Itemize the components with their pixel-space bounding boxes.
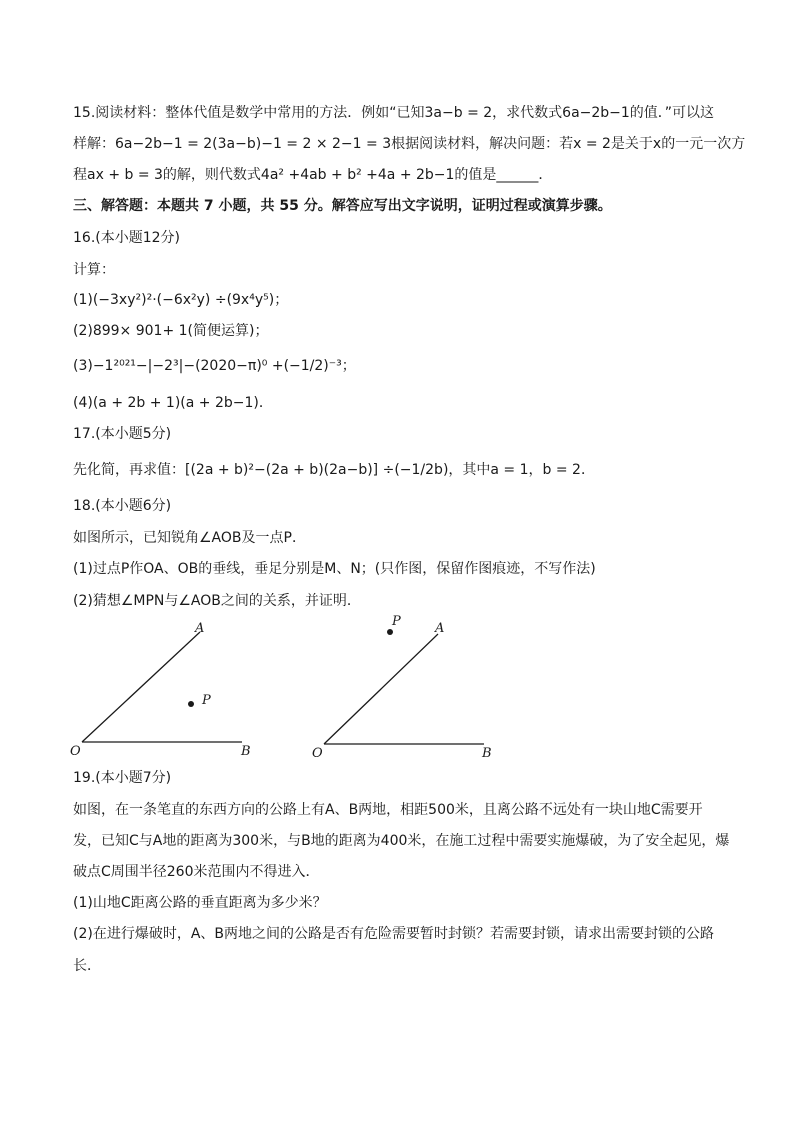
q19-line-2: 发，已知C与A地的距离为300米，与B地的距离为400米，在施工过程中需要实施爆破，为了安全起见，爆: [73, 833, 730, 849]
q18-header: 18.(本小题6分): [73, 498, 172, 514]
label-o-1: O: [70, 744, 81, 759]
q15-line-1: 15.阅读材料：整体代值是数学中常用的方法．例如“已知3a−b = 2，求代数式6a−2b−1的值．”可以这: [73, 105, 715, 121]
q18-part-2: (2)猜想∠MPN与∠AOB之间的关系，并证明．: [73, 593, 361, 609]
label-p-1: P: [202, 693, 211, 708]
ray-oa-1: [82, 632, 200, 742]
q18-part-1: (1)过点P作OA、OB的垂线，垂足分别是M、N；(只作图，保留作图痕迹，不写作法): [73, 561, 596, 577]
q19-part-1: (1)山地C距离公路的垂直距离为多少米？: [73, 895, 327, 911]
q19-header: 19.(本小题7分): [73, 770, 172, 786]
figure-angle-2: [300, 612, 510, 762]
label-a-1: A: [195, 621, 205, 636]
label-o-2: O: [312, 746, 323, 761]
q19-line-3: 破点C周围半径260米范围内不得进入．: [73, 864, 320, 880]
q16-part-1: (1)(−3xy²)²·(−6x²y) ÷(9x⁴y⁵)；: [73, 292, 289, 308]
label-b-2: B: [482, 746, 492, 761]
ray-oa-2: [324, 634, 438, 744]
q16-part-3: (3)−1²⁰²¹−|−2³|−(2020−π)⁰ +(−1/2)⁻³；: [73, 358, 356, 374]
q18-intro: 如图所示，已知锐角∠AOB及一点P．: [73, 530, 306, 546]
q17-header: 17.(本小题5分): [73, 426, 172, 442]
label-p-2: P: [392, 614, 401, 629]
label-b-1: B: [241, 744, 251, 759]
point-p-1: [188, 701, 194, 707]
q17-text: 先化简，再求值：[(2a + b)²−(2a + b)(2a−b)] ÷(−1/2b)，其中a = 1，b = 2．: [73, 462, 595, 478]
q15-line-3: 程ax + b = 3的解，则代数式4a² +4ab + b² +4a + 2b−1的值是______．: [73, 167, 553, 183]
figure-angle-1: [60, 612, 270, 762]
label-a-2: A: [435, 621, 445, 636]
q16-intro: 计算：: [73, 262, 115, 278]
q15-line-2: 样解：6a−2b−1 = 2(3a−b)−1 = 2 × 2−1 = 3根据阅读材料，解决问题：若x = 2是关于x的一元一次方: [73, 136, 746, 152]
q16-header: 16.(本小题12分): [73, 230, 181, 246]
q16-part-4: (4)(a + 2b + 1)(a + 2b−1)．: [73, 395, 273, 411]
q19-part-2: (2)在进行爆破时，A、B两地之间的公路是否有危险需要暂时封锁？若需要封锁，请求出需要封锁的公路: [73, 926, 715, 942]
point-p-2: [387, 629, 393, 635]
q19-part-2-cont: 长．: [73, 958, 101, 974]
section-3-title: 三、解答题：本题共 7 小题，共 55 分。解答应写出文字说明，证明过程或演算步骤。: [73, 198, 612, 214]
q19-line-1: 如图，在一条笔直的东西方向的公路上有A、B两地，相距500米，且离公路不远处有一块山地C需要开: [73, 802, 703, 818]
q16-part-2: (2)899× 901+ 1(简便运算)；: [73, 323, 269, 339]
